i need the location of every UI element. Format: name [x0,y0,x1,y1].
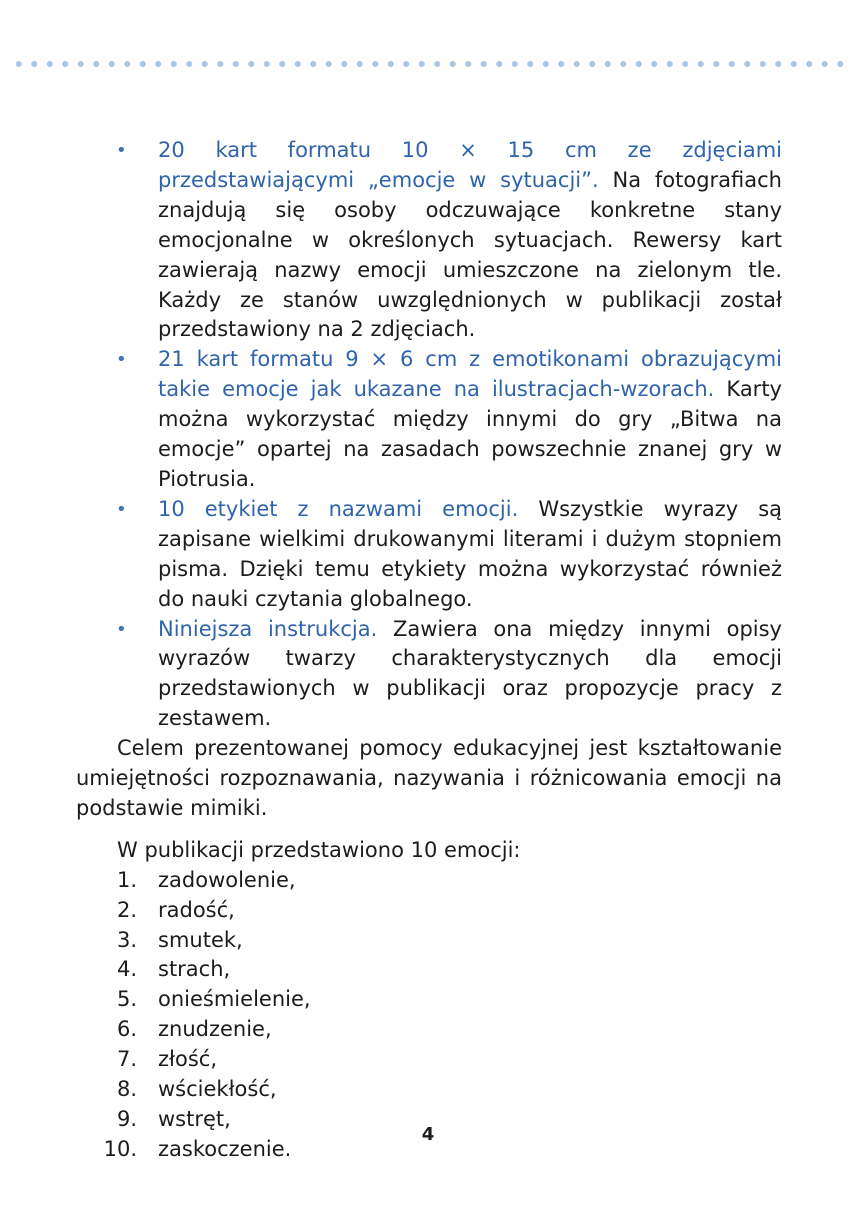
item-label: wściekłość, [158,1077,277,1102]
item-label: smutek, [158,927,243,952]
item-text: Karty można wykorzystać między innymi do gry „Bitwa na emocje” opartej na zasadach powszechnie znanej gry w Piotrusia. [158,377,782,491]
list-intro-paragraph: W publikacji przedstawiono 10 emocji: [117,837,521,862]
item-label: wstręt, [158,1107,231,1131]
bullet-icon: • [116,618,127,640]
item-text: Zawiera ona między innymi opisy wyrazów twarzy charakterystycznych dla emocji przedstawionych w publikacji oraz propozycje pracy z zestawem. [158,616,782,731]
item-number: 1. [116,867,137,892]
list-item [76,955,782,985]
item-text: Wszystkie wyrazy są zapisane wielkimi drukowanymi literami i dużym stopniem pisma. Dzięki temu etykiety można wykorzystać również do nauki czytania globalnego. [158,496,783,611]
item-label: zaskoczenie. [158,1136,292,1161]
item-number: 7. [116,1047,137,1072]
item-number: 4. [116,957,137,982]
item-label: złość, [158,1047,218,1072]
bullet-icon: • [116,349,127,371]
item-label: onieśmielenie, [158,987,311,1012]
item-number: 9. [116,1107,137,1131]
list-item [76,896,782,926]
list-item [76,926,782,956]
item-text: Na fotografiach znajdują się osoby odczuwające konkretne stany emocjonalne w określonych sytuacjach. Rewersy kart zawierają nazwy emocji umieszczone na zielonym tle. Każdy ze stanów uwzględnionych w publikacji został przedstawiony na 2 zdjęciach. [158,167,782,342]
list-item [76,866,782,896]
list-item [76,495,782,615]
item-highlight: 21 kart formatu 9 × 6 cm z emotikonami obrazującymi takie emocje jak ukazane na ilustracjach-wzorach. [158,347,782,402]
item-number: 6. [116,1017,137,1042]
list-item [76,345,782,495]
item-label: znudzenie, [158,1017,272,1042]
page-number: 4 [421,1124,435,1145]
contents-list [76,136,782,734]
item-label: radość, [158,897,235,922]
item-number: 10. [103,1136,137,1161]
list-item [76,1015,782,1045]
emotions-list [76,866,782,1165]
bullet-icon: • [116,498,127,520]
item-label: strach, [158,957,231,982]
item-label: zadowolenie, [158,867,296,892]
list-item [76,985,782,1015]
dotted-header-divider [11,59,845,69]
list-item [76,1045,782,1075]
page-content [76,136,782,1165]
goal-paragraph: Celem prezentowanej pomocy edukacyjnej jest kształtowanie umiejętności rozpoznawania, nazywania i różnicowania emocji na podstawie mimiki. [76,736,782,820]
item-highlight: Niniejsza instrukcja. [158,616,378,641]
item-number: 5. [116,987,137,1012]
item-number: 3. [116,927,137,952]
item-highlight: 10 etykiet z nazwami emocji. [158,496,519,521]
item-highlight: 20 kart formatu 10 × 15 cm ze zdjęciami przedstawiającymi „emocje w sytuacji”. [158,138,782,192]
list-item [76,1075,782,1105]
list-item [76,136,782,345]
list-item [76,615,782,735]
item-number: 2. [116,897,137,922]
bullet-icon: • [116,140,127,161]
item-number: 8. [116,1077,137,1102]
